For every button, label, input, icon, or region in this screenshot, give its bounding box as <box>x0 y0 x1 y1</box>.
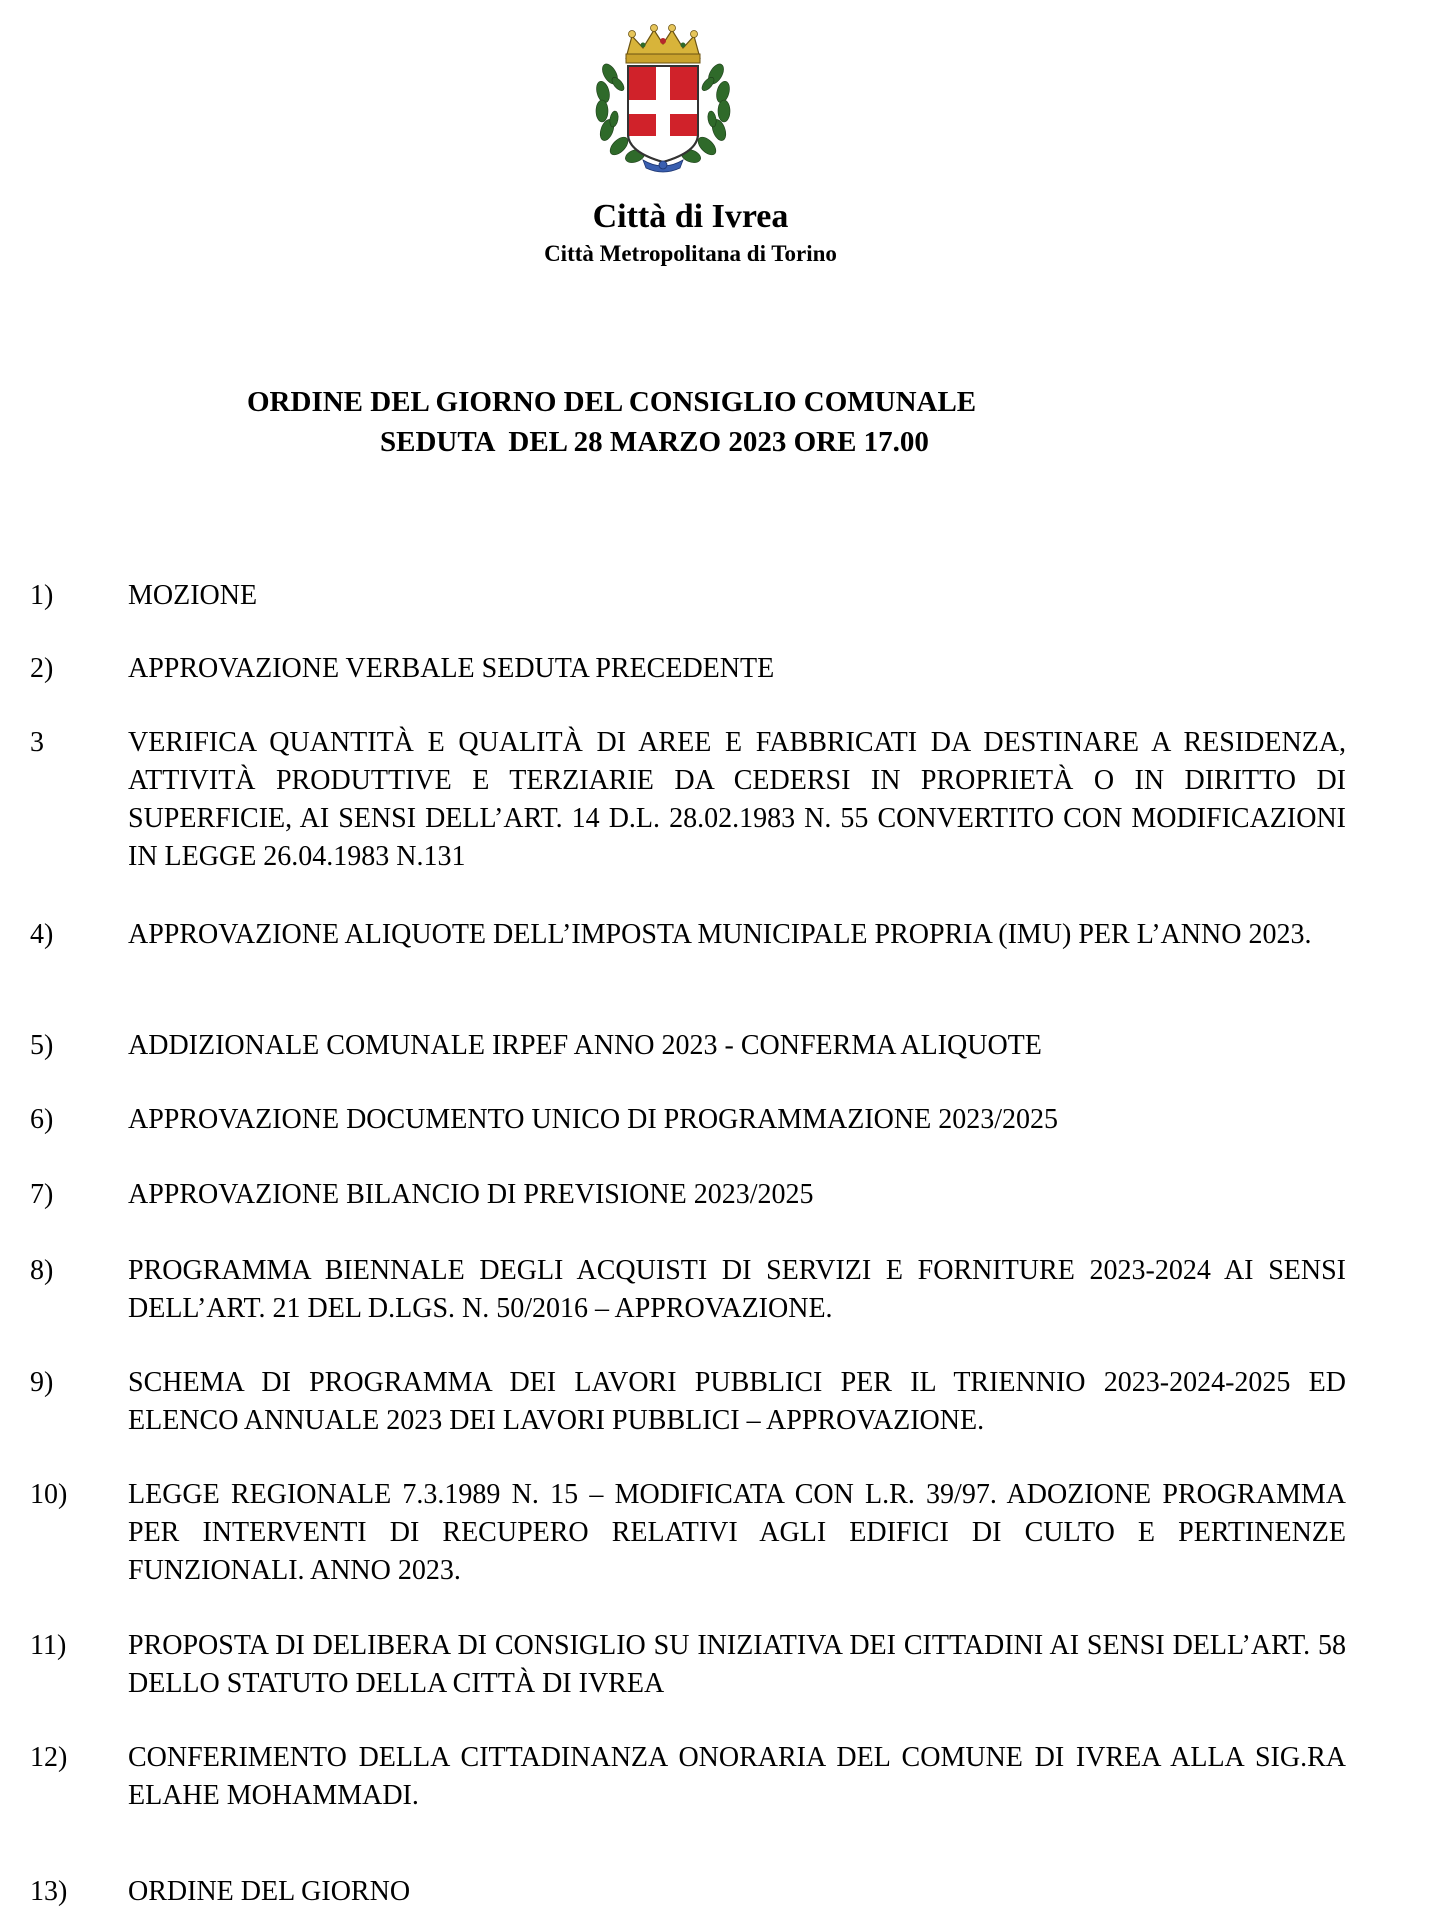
city-name: Città di Ivrea <box>592 198 789 235</box>
agenda-item-number: 6) <box>30 1104 54 1135</box>
agenda-item-number: 3 <box>30 727 44 758</box>
agenda-item-number: 7) <box>30 1179 54 1210</box>
agenda-item-text: CONFERIMENTO DELLA CITTADINANZA ONORARIA DEL COMUNE DI IVREA ALLA SIG.RA ELAHE MOHAMMADI. <box>128 1742 1346 1811</box>
agenda-item-text: VERIFICA QUANTITÀ E QUALITÀ DI AREE E FABBRICATI DA DESTINARE A RESIDENZA, ATTIVITÀ PRODUTTIVE E TERZIARIE DA CEDERSI IN PROPRIETÀ O IN DIRITTO DI SUPERFICIE, AI SENSI DELL’ART. 14 D.L. 28.02.1983 N. 55 CONVERTITO CON MODIFICAZIONI IN LEGGE 26.04.1983 N.131 <box>128 727 1346 872</box>
agenda-item-text: SCHEMA DI PROGRAMMA DEI LAVORI PUBBLICI PER IL TRIENNIO 2023-2024-2025 ED ELENCO ANNUALE 2023 DEI LAVORI PUBBLICI – APPROVAZIONE. <box>128 1367 1346 1436</box>
agenda-item-text: ADDIZIONALE COMUNALE IRPEF ANNO 2023 - CONFERMA ALIQUOTE <box>128 1030 1042 1061</box>
agenda-item-number: 5) <box>30 1030 54 1061</box>
agenda-item-number: 13) <box>30 1876 68 1907</box>
agenda-item-text: APPROVAZIONE DOCUMENTO UNICO DI PROGRAMMAZIONE 2023/2025 <box>128 1104 1059 1135</box>
agenda-item-text: MOZIONE <box>128 580 258 611</box>
agenda-item-number: 9) <box>30 1367 54 1398</box>
agenda-item-number: 8) <box>30 1255 54 1286</box>
agenda-item-number: 12) <box>30 1742 68 1773</box>
agenda-item-text: PROGRAMMA BIENNALE DEGLI ACQUISTI DI SERVIZI E FORNITURE 2023-2024 AI SENSI DELL’ART. 21 DEL D.LGS. N. 50/2016 – APPROVAZIONE. <box>128 1255 1346 1324</box>
agenda-item-text: PROPOSTA DI DELIBERA DI CONSIGLIO SU INIZIATIVA DEI CITTADINI AI SENSI DELL’ART. 58 DELLO STATUTO DELLA CITTÀ DI IVREA <box>128 1630 1346 1699</box>
agenda-item-text: LEGGE REGIONALE 7.3.1989 N. 15 – MODIFICATA CON L.R. 39/97. ADOZIONE PROGRAMMA PER INTERVENTI DI RECUPERO RELATIVI AGLI EDIFICI DI CULTO E PERTINENZE FUNZIONALI. ANNO 2023. <box>128 1479 1346 1586</box>
city-coat-of-arms-icon <box>588 14 738 174</box>
agenda-item-number: 10) <box>30 1479 68 1510</box>
city-subtitle: Città Metropolitana di Torino <box>544 241 837 266</box>
agenda-item-number: 11) <box>30 1630 67 1661</box>
agenda-item-text: APPROVAZIONE ALIQUOTE DELL’IMPOSTA MUNICIPALE PROPRIA (IMU) PER L’ANNO 2023. <box>128 919 1312 950</box>
agenda-item-number: 2) <box>30 653 54 684</box>
agenda-item-number: 4) <box>30 919 54 950</box>
agenda-item-number: 1) <box>30 580 54 611</box>
document-session-date: SEDUTA DEL 28 MARZO 2023 ORE 17.00 <box>380 426 929 458</box>
agenda-item-text: ORDINE DEL GIORNO <box>128 1876 411 1907</box>
agenda-item-text: APPROVAZIONE BILANCIO DI PREVISIONE 2023/2025 <box>128 1179 814 1210</box>
agenda-item-text: APPROVAZIONE VERBALE SEDUTA PRECEDENTE <box>128 653 775 684</box>
document-title: ORDINE DEL GIORNO DEL CONSIGLIO COMUNALE <box>247 386 977 418</box>
